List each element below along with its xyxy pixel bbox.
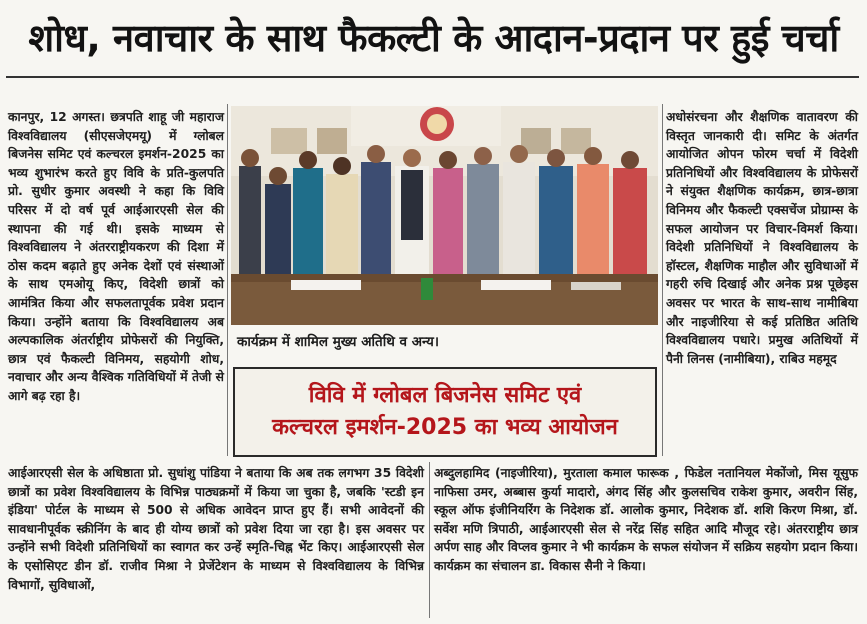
article-bottom-left <box>8 464 424 594</box>
article-bottom-right <box>434 464 858 576</box>
bottom-right-text: अब्दुलहामिद (नाइजीरिया), मुरताला कमाल फारूक , फिडेल नतानियल मेकोंजो, मिस यूसुफ नाफिसा उमर, अब्बास कुर्या मादारो, अंगद सिंह और कुलसचिव राकेश कुमार, अवरीन सिंह, स्कूल ऑफ इंजीनियरिंग के निदेशक डॉ. आलोक कुमार, निदेशक डॉ. शशि किरण मिश्रा, डॉ. सर्वेश मणि त्रिपाठी, आईआरएसी सेल से नरेंद्र सिंह सहित आदि मौजूद रहे। अंतरराष्ट्रीय छात्र अर्पण साह और विप्लव कुमार ने भी कार्यक्रम के सफल संयोजन में सक्रिय सहयोग प्रदान किया। कार्यक्रम का संचालन डा. विकास सैनी ने किया। <box>434 466 858 573</box>
article-right-column <box>666 108 858 368</box>
column-divider-left <box>227 104 228 456</box>
column-divider-bottom <box>429 462 430 618</box>
right-column-text: अधोसंरचना और शैक्षणिक वातावरण की विस्तृत जानकारी दी। समिट के अंतर्गत आयोजित ओपन फोरम चर्चा में विदेशी प्रतिनिधियों और विश्वविद्यालय के प्रोफेसरों ने संयुक्त शैक्षणिक कार्यक्रम, छात्र-छात्रा विनिमय और फैकल्टी एक्सचेंज प्रोग्राम्स के सफल आयोजन पर विचार-विमर्श किया। विदेशी प्रतिनिधियों ने विश्वविद्यालय के हॉस्टल, शैक्षणिक माहौल और सुविधाओं में गहरी रुचि दिखाई और अनेक प्रश्न पूछेइस अवसर पर भारत के साथ-साथ नामीबिया और नाइजीरिया से कई प्रतिष्ठित अतिथि विश्वविद्यालय पधारे। प्रमुख अतिथियों में पैनी लिनस (नामीबिया), राबिउ महमूद <box>666 110 858 366</box>
subheadline-line-1: विवि में ग्लोबल बिजनेस समिट एवं <box>308 383 582 408</box>
bottom-left-text: आईआरएसी सेल के अधिष्ठाता प्रो. सुधांशु पांडिया ने बताया कि अब तक लगभग 35 विदेशी छात्रों का प्रवेश विश्वविद्यालय के विभिन्न पाठ्यक्रमों में किया जा चुका है, जबकि 'स्टडी इन इंडिया' पोर्टल के माध्यम से 500 से अधिक आवेदन प्राप्त हुए हैं। सभी आवेदनों की सावधानीपूर्वक स्क्रीनिंग के बाद ही योग्य छात्रों को प्रवेश दिया जा रहा है। इस अवसर पर उन्होंने सभी विदेशी प्रतिनिधियों का स्वागत कर उन्हें स्मृति-चिह्न भेंट किए। आईआरएसी सेल के एसोसिएट डीन डॉ. राजीव मिश्रा ने प्रेजेंटेशन के माध्यम से विश्वविद्यालय के विभिन्न विभागों, सुविधाओं, <box>8 466 424 592</box>
subheadline-box <box>233 367 657 457</box>
column-divider-right <box>662 104 663 456</box>
event-group-photo <box>231 106 658 325</box>
photo-caption: कार्यक्रम में शामिल मुख्य अतिथि व अन्य। <box>237 334 439 350</box>
headline: शोध, नवाचार के साथ फैकल्टी के आदान-प्रदान पर हुई चर्चा <box>28 16 839 60</box>
group-photo-illustration <box>231 106 658 325</box>
headline-rule <box>6 76 859 78</box>
article-left-column <box>8 108 224 406</box>
left-column-text: कानपुर, 12 अगस्त। छत्रपति शाहू जी महाराज विश्वविद्यालय (सीएसजेएमयू) में ग्लोबल बिजनेस समिट एवं कल्चरल इमर्शन-2025 का भव्य शुभारंभ करते हुए विवि के प्रति-कुलपति प्रो. सुधीर कुमार अवस्थी ने कहा कि विवि परिसर में दो वर्ष पूर्व आईआरएसी सेल की स्थापना की गई थी। इसके माध्यम से विश्वविद्यालय ने अंतरराष्ट्रीयकरण की दिशा में ठोस कदम बढ़ाते हुए अनेक देशों एवं संस्थाओं के साथ एमओयू किए, विदेशी छात्रों को आमंत्रित किया और सफलतापूर्वक प्रवेश प्रदान किया। उन्होंने बताया कि विश्वविद्यालय अब अल्पकालिक अंतर्राष्ट्रीय प्रोफेसरों की नियुक्ति, छात्र एवं फैकल्टी विनिमय, सहयोगी शोध, नवाचार और अन्य वैश्विक गतिविधियों में तेजी से आगे बढ़ रहा है। <box>8 110 224 403</box>
subheadline-line-2: कल्चरल इमर्शन-2025 का भव्य आयोजन <box>272 415 618 440</box>
